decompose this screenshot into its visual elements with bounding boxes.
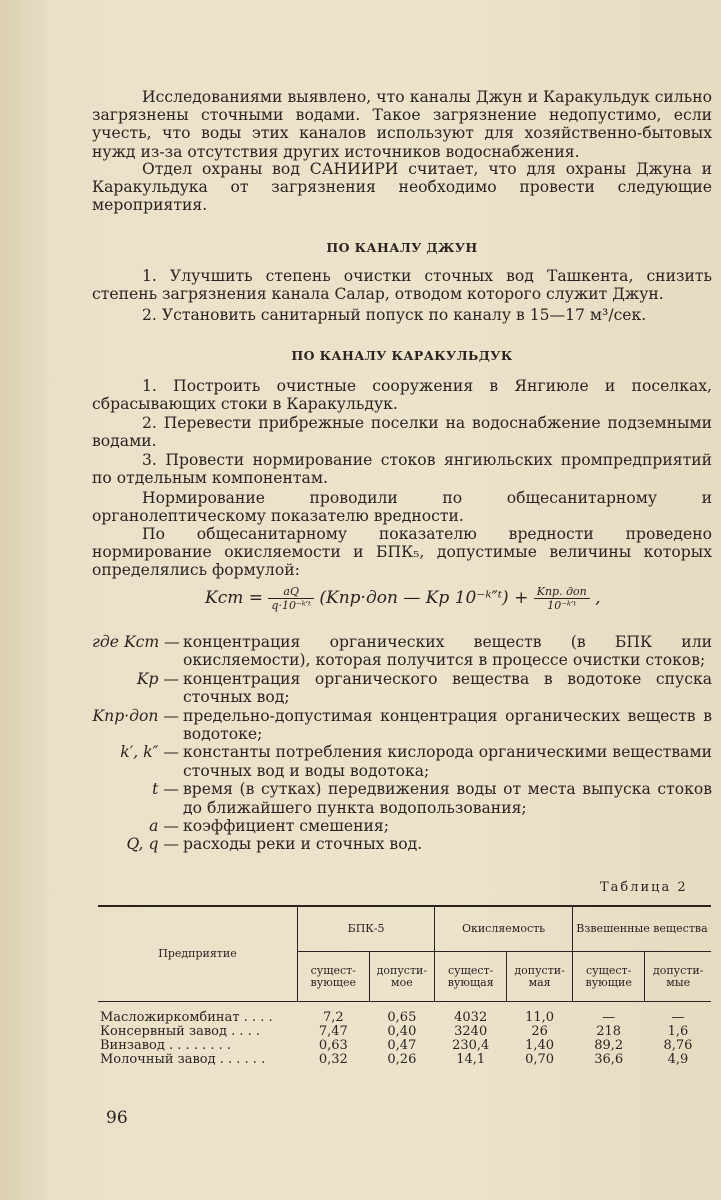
formula-fraction-1 (268, 585, 314, 612)
formula-fraction-1-numerator: aQ (268, 585, 314, 599)
table-cell: 26 (531, 1024, 548, 1039)
formula-fraction-2-numerator: Kпр. доп (534, 585, 590, 599)
definition-text: коэффициент смешения; (183, 817, 389, 836)
table-cell-enterprise: Консервный завод . . . . (100, 1024, 261, 1039)
table-cell-enterprise: Масложиркомбинат . . . . (100, 1010, 273, 1025)
table-cell: 8,76 (663, 1038, 693, 1053)
definition-symbol: где Kст — (92, 633, 180, 651)
definition-text: концентрация органических веществ (в БПК или окисляемости), которая получится в процессе очистки стоков; (183, 633, 712, 670)
formula (205, 585, 635, 635)
karakulduk-item-3: 3. Провести нормирование стоков янгиюльских промпредприятий по отдельным компонентам. (92, 451, 712, 488)
definition-text: время (в сутках) передвижения воды от места выпуска стоков до ближайшего пункта водопользования; (183, 780, 712, 817)
definition-symbol: Kр — (136, 669, 179, 688)
table-cell: 0,70 (525, 1052, 555, 1067)
table-cell: 14,1 (456, 1052, 486, 1067)
karakulduk-item-2: 2. Перевести прибрежные поселки на водоснабжение подземными водами. (92, 414, 712, 451)
intro-paragraph: Исследованиями выявлено, что каналы Джун и Каракульдук сильно загрязнены сточными водами. Такое загрязнение недопустимо, если учесть, что воды этих каналов используют для хозяйственно-бытовых нужд из-за отсутствия других источников водоснабжения. (92, 88, 712, 161)
definition-item (92, 817, 712, 835)
table-cell: 7,47 (318, 1024, 348, 1039)
table-cell: 36,6 (594, 1052, 624, 1067)
norming-paragraph: Нормирование проводили по общесанитарному и органолептическому показателю вредности. (92, 489, 712, 526)
definition-text: константы потребления кислорода органическими веществами сточных вод и воды водотока; (183, 743, 712, 780)
formula-fraction-2 (534, 585, 590, 612)
dzhun-item-1: 1. Улучшить степень очистки сточных вод Ташкента, снизить степень загрязнения канала Салар, отводом которого служит Джун. (92, 267, 712, 304)
table-row (98, 1025, 711, 1039)
table-cell: 4,9 (667, 1052, 689, 1067)
definition-item (92, 633, 712, 670)
table-cell: 1,6 (667, 1024, 689, 1039)
table-row (98, 1039, 711, 1053)
table-cell-enterprise: Молочный завод . . . . . . (100, 1052, 266, 1067)
page-number: 96 (106, 1108, 128, 1128)
recommendation-paragraph: Отдел охраны вод САНИИРИ считает, что для охраны Джуна и Каракульдука от загрязнения необходимо провести следующие мероприятия. (92, 160, 712, 215)
column-group-bpk: БПК-5 (298, 906, 435, 952)
subcolumn-header: сущест-вующее (298, 952, 370, 1002)
definition-symbol: Q, q — (126, 835, 179, 854)
karakulduk-item-1: 1. Построить очистные сооружения в Янгиюле и поселках, сбрасывающих стоки в Каракульдук. (92, 377, 712, 414)
table-cell: 1,40 (525, 1038, 555, 1053)
column-header-enterprise: Предприятие (98, 906, 298, 1002)
subcolumn-header: сущест-вующая (435, 952, 507, 1002)
definition-list (92, 633, 712, 854)
table-cell: 4032 (454, 1010, 488, 1025)
table-cell: — (671, 1010, 685, 1025)
subcolumn-header: допусти-мое (369, 952, 435, 1002)
table-cell: 3240 (454, 1024, 488, 1039)
definition-text: предельно-допустимая концентрация органических веществ в водотоке; (183, 706, 712, 744)
column-group-oxidability: Окисляемость (435, 906, 573, 952)
table-row (98, 1053, 711, 1067)
definition-item (92, 835, 712, 853)
definition-symbol: t — (152, 780, 179, 799)
definition-symbol: a — (149, 817, 179, 836)
table-cell: 230,4 (452, 1038, 490, 1053)
subcolumn-header: допусти-мые (645, 952, 711, 1002)
table-cell: 0,32 (318, 1052, 348, 1067)
definition-text: концентрация органического вещества в водотоке спуска сточных вод; (183, 669, 712, 707)
table-cell: 0,63 (318, 1038, 348, 1053)
definition-item (92, 743, 712, 780)
table-cell: 89,2 (594, 1038, 624, 1053)
dzhun-item-2: 2. Установить санитарный попуск по каналу в 15—17 м³/сек. (142, 306, 647, 324)
column-group-suspended: Взвешенные вещества (572, 906, 711, 952)
table-caption: Таблица 2 (600, 880, 688, 895)
formula-tail: , (595, 588, 601, 608)
subcolumn-header: сущест-вующие (572, 952, 644, 1002)
table-cell: 0,47 (387, 1038, 417, 1053)
table-cell: 0,40 (387, 1024, 417, 1039)
definition-symbol: k′, k″ — (120, 743, 179, 762)
table-cell: 0,26 (387, 1052, 417, 1067)
formula-fraction-1-denominator: q·10⁻ᵏ′ᵗ (271, 599, 311, 612)
section-heading-karakulduk: ПО КАНАЛУ КАРАКУЛЬДУК (291, 348, 513, 363)
table-cell-enterprise: Винзавод . . . . . . . . (100, 1038, 231, 1053)
table-row (98, 1002, 711, 1026)
section-heading-dzhun: ПО КАНАЛУ ДЖУН (326, 240, 478, 255)
table-cell: 11,0 (525, 1010, 555, 1025)
table-cell: 218 (596, 1024, 622, 1039)
definition-text: расходы реки и сточных вод. (183, 835, 423, 854)
formula-fraction-2-denominator: 10⁻ᵏ′ᵗ (547, 599, 577, 612)
formula-middle: (Kпр·доп — Kр 10⁻ᵏ″ᵗ) + (319, 588, 529, 608)
formula-intro-paragraph: По общесанитарному показателю вредности проведено нормирование окисляемости и БПК₅, допустимые величины которых определялись формулой: (92, 525, 712, 580)
definition-symbol: Kпр·доп — (92, 706, 179, 725)
definition-item (92, 780, 712, 817)
table-cell: 0,65 (387, 1010, 417, 1025)
subcolumn-header: допусти-мая (507, 952, 573, 1002)
definition-item (92, 670, 712, 707)
formula-lhs: Kст = (205, 588, 263, 608)
data-table (98, 905, 711, 1067)
definition-item (92, 707, 712, 744)
table-cell: — (602, 1010, 616, 1025)
table-cell: 7,2 (322, 1010, 344, 1025)
